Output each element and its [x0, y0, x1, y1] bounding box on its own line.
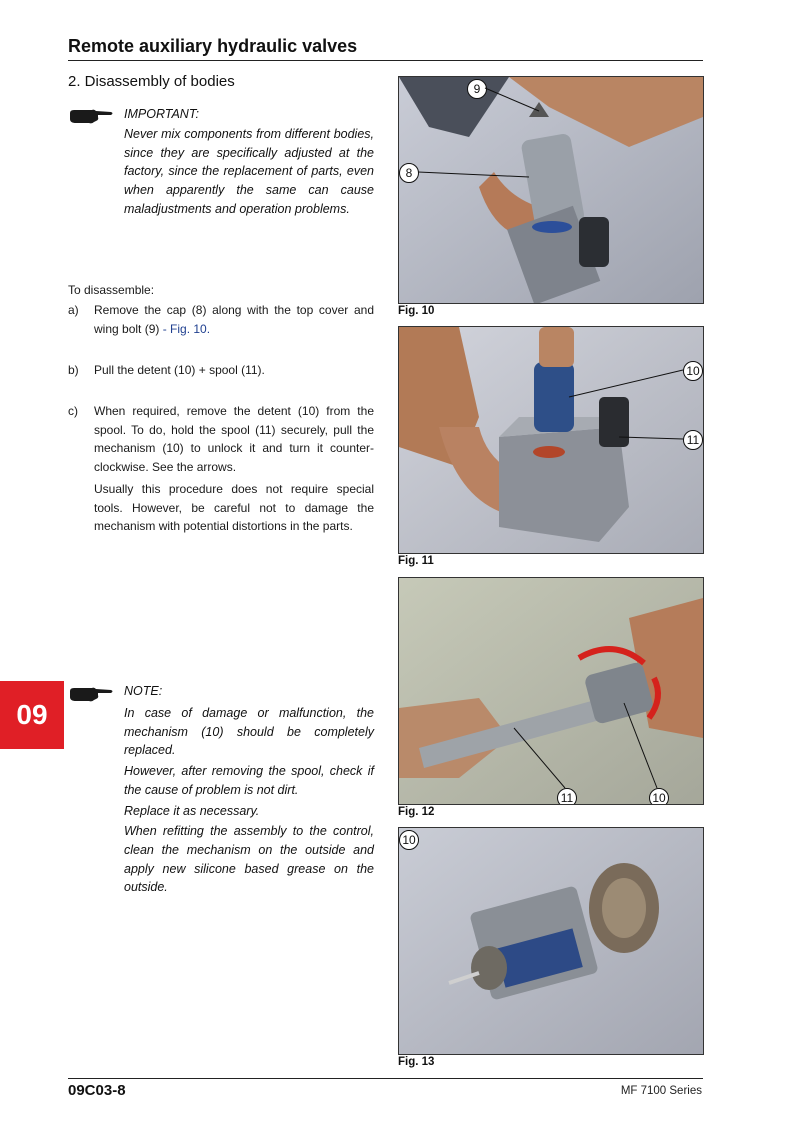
step-b	[68, 361, 374, 380]
step-c-letter: c)	[68, 404, 78, 418]
note-label: NOTE:	[124, 684, 163, 698]
chapter-tab: 09	[0, 681, 64, 749]
note-p3: Replace it as necessary.	[124, 803, 260, 818]
step-a-letter: a)	[68, 303, 79, 317]
fig-12-callout-10: 10	[649, 788, 669, 805]
fig-12-caption: Fig. 12	[398, 806, 435, 818]
fig-11-photo	[398, 326, 704, 554]
fig-11-caption: Fig. 11	[398, 555, 434, 567]
note-p1: In case of damage or malfunction, the mechanism (10) should be completely replaced.	[124, 706, 374, 758]
fig-12-photo	[398, 577, 704, 805]
step-b-letter: b)	[68, 363, 79, 377]
important-label: IMPORTANT:	[124, 107, 199, 121]
note-text	[124, 704, 374, 899]
fig-13-callout-10: 10	[399, 830, 419, 850]
note-p2: However, after removing the spool, check if the cause of problem is not dirt.	[124, 764, 374, 797]
step-a	[68, 301, 374, 338]
fig-10-callout-8: 8	[399, 163, 419, 183]
fig-10-link[interactable]: - Fig. 10.	[162, 321, 211, 336]
pointing-hand-icon	[68, 108, 114, 126]
fig-13-caption: Fig. 13	[398, 1056, 435, 1068]
step-c-text-2: Usually this procedure does not require special tools. However, be careful not to damage the mechanism with potential distortions in the parts.	[94, 482, 374, 533]
step-c	[68, 402, 374, 536]
header-rule	[68, 60, 703, 61]
series-label: MF 7100 Series	[620, 1085, 702, 1097]
pointing-hand-icon	[68, 686, 114, 704]
page-code: 09C03-8	[68, 1082, 126, 1099]
note-p4: When refitting the assembly to the control, clean the mechanism on the outside and apply new silicone based grease on the outside.	[124, 824, 374, 895]
fig-10-leader-lines	[399, 77, 703, 303]
step-c-text-1: When required, remove the detent (10) from the spool. To do, hold the spool (11) securely, pull the mechanism (10) to unlock it and turn it counter-clockwise. See the arrows.	[94, 404, 374, 474]
fig-12-callout-11: 11	[557, 788, 577, 805]
step-a-text: Remove the cap (8) along with the top cover and wing bolt (9)	[94, 303, 374, 336]
fig-13-photo	[398, 827, 704, 1055]
important-text	[124, 125, 374, 221]
section-heading: 2. Disassembly of bodies	[68, 73, 235, 90]
fig-11-callout-11: 11	[683, 430, 703, 450]
step-b-text: Pull the detent (10) + spool (11).	[94, 363, 265, 377]
fig-10-callout-9: 9	[467, 79, 487, 99]
fig-10-photo	[398, 76, 704, 304]
page-title: Remote auxiliary hydraulic valves	[68, 36, 358, 56]
fig-10-caption: Fig. 10	[398, 305, 435, 317]
steps-intro: To disassemble:	[68, 283, 155, 297]
fig-11-leader-lines	[399, 327, 703, 553]
important-paragraph: Never mix components from different bodies, since they are specifically adjusted at the factory, since the replacement of parts, even when apparently the same can cause maladjustments and operation problems.	[124, 127, 374, 216]
fig-12-leader-lines	[399, 578, 703, 804]
footer-rule	[68, 1078, 703, 1079]
fig-11-callout-10: 10	[683, 361, 703, 381]
